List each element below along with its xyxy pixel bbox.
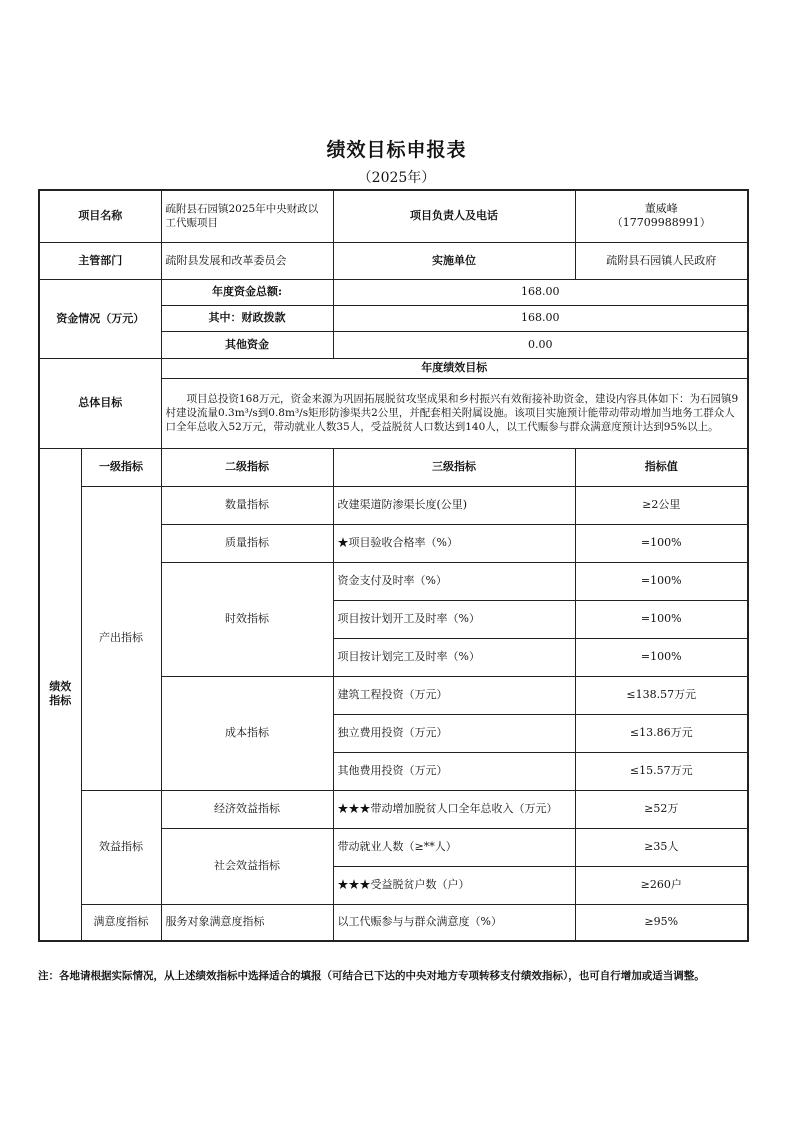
goal-description: 项目总投资168万元，资金来源为巩固拓展脱贫攻坚成果和乡村振兴有效衔接补助资金，建设内容具体如下：为石园镇9村建设流量0.3m³/s到0.8m³/s矩形防渗渠共2公里，并配套相关附属设施。该项目实施预计能带动带动增加当地务工群众人口全年总收入52万元，带动就业人数35人，受益脱贫人口数达到140人，以工代赈参与群众满意度预计达到95%以上。 [161,378,748,448]
level2-timeliness: 时效指标 [161,562,333,676]
level1-benefit: 效益指标 [81,790,161,904]
level2-social: 社会效益指标 [161,828,333,904]
project-leader-cell [575,190,748,242]
level3-indicator: 其他费用投资（万元） [333,752,575,790]
indicator-value: =100% [575,600,748,638]
table-row [39,904,748,941]
indicator-value: ≤15.57万元 [575,752,748,790]
performance-goal-table [38,189,749,942]
level2-economic: 经济效益指标 [161,790,333,828]
indicator-value: =100% [575,638,748,676]
label-overall-goal: 总体目标 [39,358,161,448]
label-performance-indicators: 绩效指标 [39,448,81,941]
row-department [39,242,748,279]
row-project [39,190,748,242]
label-annual-total: 年度资金总额: [161,279,333,305]
label-other-funds: 其他资金 [161,331,333,358]
report-year: （2025年） [357,170,436,186]
row-annual-total [39,279,748,305]
page-title: 绩效目标申报表 [326,139,467,161]
label-annual-goal: 年度绩效目标 [161,358,748,378]
label-fiscal: 其中：财政拨款 [161,305,333,331]
row-goal-header [39,358,748,378]
indicator-value: ≤138.57万元 [575,676,748,714]
level2-service: 服务对象满意度指标 [161,904,333,941]
level3-indicator: 带动就业人数（≥**人） [333,828,575,866]
level1-satisfaction: 满意度指标 [81,904,161,941]
indicator-value: =100% [575,524,748,562]
indicator-value: ≥52万 [575,790,748,828]
table-row [39,790,748,828]
leader-phone: （17709988991） [611,216,711,230]
indicator-value: ≥35人 [575,828,748,866]
dept-value: 疏附县发展和改革委员会 [161,242,333,279]
table-row [39,486,748,524]
level2-quantity: 数量指标 [161,486,333,524]
level3-indicator: 资金支付及时率（%） [333,562,575,600]
header-level2: 二级指标 [161,448,333,486]
header-level1: 一级指标 [81,448,161,486]
leader-name: 董威峰 [644,202,678,216]
level2-cost: 成本指标 [161,676,333,790]
level3-indicator: ★★★带动增加脱贫人口全年总收入（万元） [333,790,575,828]
level1-output: 产出指标 [81,486,161,790]
indicator-value: =100% [575,562,748,600]
label-dept: 主管部门 [39,242,161,279]
footnote: 注：各地请根据实际情况，从上述绩效指标中选择适合的填报（可结合已下达的中央对地方专项转移支付绩效指标），也可自行增加或适当调整。 [38,970,705,982]
indicator-value: ≥260户 [575,866,748,904]
project-name-value: 疏附县石园镇2025年中央财政以工代赈项目 [161,190,333,242]
level3-indicator: 以工代赈参与与群众满意度（%） [333,904,575,941]
row-indicator-header [39,448,748,486]
level3-indicator: ★★★受益脱贫户数（户） [333,866,575,904]
level3-indicator: 项目按计划完工及时率（%） [333,638,575,676]
label-project-leader: 项目负责人及电话 [333,190,575,242]
level3-indicator: 独立费用投资（万元） [333,714,575,752]
indicator-value: ≥2公里 [575,486,748,524]
level3-indicator: 项目按计划开工及时率（%） [333,600,575,638]
level3-indicator: ★项目验收合格率（%） [333,524,575,562]
impl-unit-value: 疏附县石园镇人民政府 [575,242,748,279]
header-level3: 三级指标 [333,448,575,486]
label-impl-unit: 实施单位 [333,242,575,279]
fiscal-value: 168.00 [333,305,748,331]
other-funds-value: 0.00 [333,331,748,358]
level3-indicator: 改建渠道防渗渠长度(公里) [333,486,575,524]
label-funds: 资金情况（万元） [39,279,161,358]
indicator-value: ≥95% [575,904,748,941]
header-value: 指标值 [575,448,748,486]
indicator-value: ≤13.86万元 [575,714,748,752]
level3-indicator: 建筑工程投资（万元） [333,676,575,714]
label-project-name: 项目名称 [39,190,161,242]
level2-quality: 质量指标 [161,524,333,562]
annual-total-value: 168.00 [333,279,748,305]
